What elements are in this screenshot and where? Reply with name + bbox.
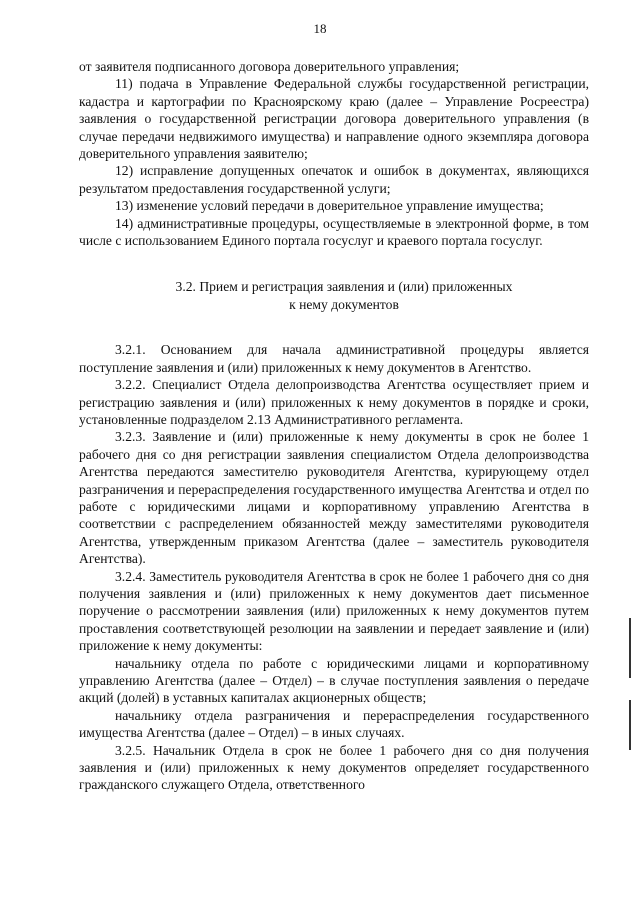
page-number: 18 (313, 21, 327, 36)
paragraph: начальнику отдела разграничения и перераспределения государственного имущества Агентства (далее – Отдел) – в иных случаях. (79, 707, 589, 741)
paragraph: 3.2.1. Основанием для начала административной процедуры является поступление заявления и (или) приложенных к нему документов в Агентство. (79, 342, 589, 375)
paragraph: 3.2.4. Заместитель руководителя Агентства в срок не более 1 рабочего дня со дня получения заявления и (или) приложенных к нему документов дает письменное поручение о рассмотрении заявления (или) приложенных к нему документов путем проставления соответствующей резолюции на заявлении и передает заявление и (или) приложение к нему документы: (79, 568, 589, 654)
paragraph: 3.2.5. Начальник Отдела в срок не более 1 рабочего дня со дня получения заявления и (или) приложенных к нему документов определяет государственного гражданского служащего Отдела, ответственного (79, 742, 589, 793)
paragraph: 12) исправление допущенных опечаток и ошибок в документах, являющихся результатом предоставления государственной услуги; (79, 163, 589, 196)
margin-mark (629, 618, 631, 678)
section-heading (79, 278, 589, 313)
margin-mark (629, 700, 631, 750)
section-heading-line: 3.2. Прием и регистрация заявления и (или) приложенных (175, 279, 513, 295)
paragraph: начальнику отдела по работе с юридическими лицами и корпоративному управлению Агентства (далее – Отдел) – в случае поступления заявления о передаче акций (долей) в уставных капиталах акционерных обществ; (79, 655, 589, 706)
section-heading-line: к нему документов (289, 296, 399, 312)
paragraph: 3.2.2. Специалист Отдела делопроизводства Агентства осуществляет прием и регистрацию заявления и (или) приложенных к нему документов в порядке и сроки, установленные подразделом 2.13 Административного регламента. (79, 377, 589, 427)
paragraph: 13) изменение условий передачи в доверительное управление имущества; (115, 198, 544, 214)
document-body (79, 58, 589, 794)
paragraph: от заявителя подписанного договора доверительного управления; (79, 59, 460, 74)
paragraph: 3.2.3. Заявление и (или) приложенные к нему документы в срок не более 1 рабочего дня со дня регистрации заявления специалистом Отдела делопроизводства Агентства передаются заместителю руководителя Агентства, курирующему отдел разграничения и перераспределения государственного имущества Агентства и отдел по работе с юридическими лицами и корпоративному управлению Агентства в соответствии с распределением обязанностей между заместителями руководителя Агентства, утвержденным приказом Агентства (далее – заместитель руководителя Агентства). (79, 429, 589, 567)
paragraph: 14) административные процедуры, осуществляемые в электронной форме, в том числе с использованием Единого портала госуслуг и краевого портала госуслуг. (79, 215, 589, 249)
paragraph: 11) подача в Управление Федеральной службы государственной регистрации, кадастра и картографии по Красноярскому краю (далее – Управление Росреестра) заявления о государственной регистрации договора доверительного управления (в случае передачи недвижимого имущества) и направление одного экземпляра договора доверительного управления заявителю; (79, 76, 589, 162)
